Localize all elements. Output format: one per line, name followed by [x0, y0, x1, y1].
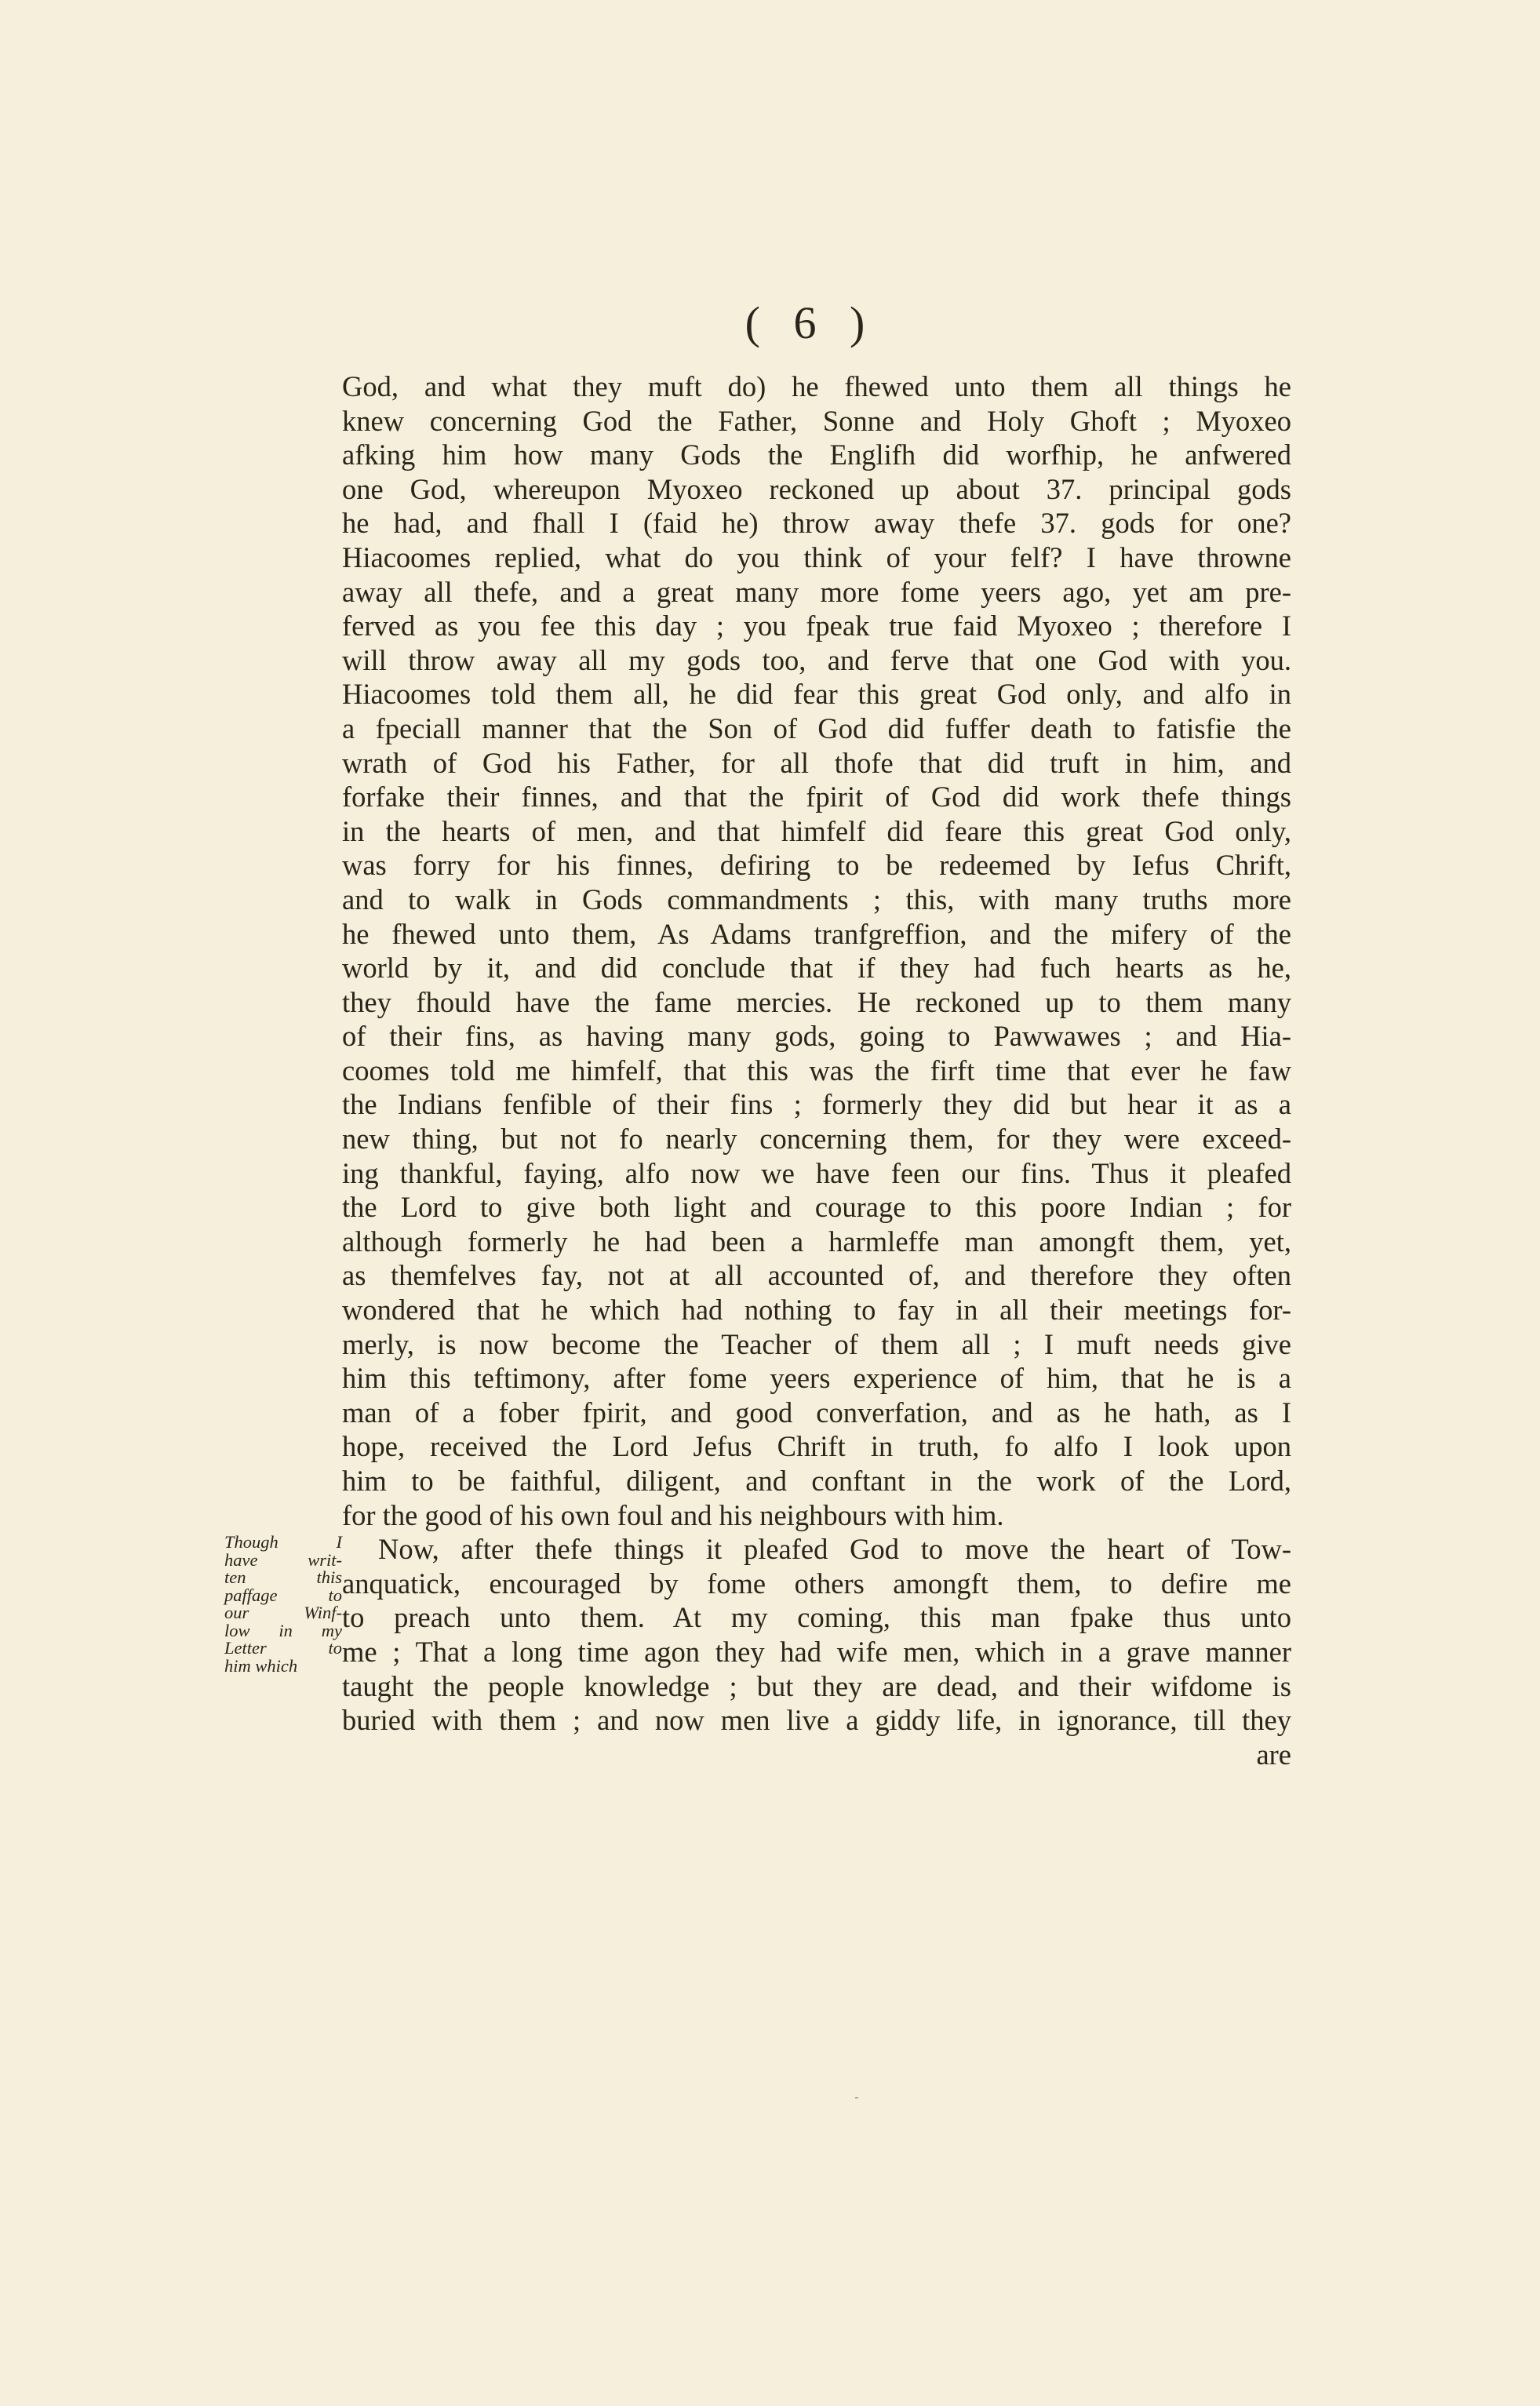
text-line: ferved as you fee this day ; you fpeak true faid Myoxeo ; therefore I	[342, 610, 1291, 642]
catchword: are	[1256, 1738, 1291, 1771]
margin-note-line: have writ-	[224, 1549, 342, 1570]
text-line: he had, and fhall I (faid he) throw away thefe 37. gods for one?	[342, 507, 1291, 540]
text-line: Hiacoomes told them all, he did fear this great God only, and alfo in	[342, 678, 1291, 711]
text-line: wrath of God his Father, for all thofe that did truft in him, and	[342, 746, 1291, 779]
margin-note-line: low in my	[224, 1620, 342, 1640]
text-line: one God, whereupon Myoxeo reckoned up about 37. principal gods	[342, 472, 1291, 505]
margin-note-line: our Winf-	[224, 1603, 342, 1622]
text-line: will throw away all my gods too, and ferve that one God with you.	[342, 643, 1291, 676]
text-line: forfake their finnes, and that the fpirit of God did work thefe things	[342, 781, 1291, 814]
margin-note-line: him which	[224, 1655, 298, 1676]
text-line: new thing, but not fo nearly concerning them, for they were exceed-	[342, 1123, 1291, 1156]
text-line: away all thefe, and a great many more fome yeers ago, yet am pre-	[342, 575, 1291, 608]
text-line: a fpeciall manner that the Son of God did fuffer death to fatisfie the	[342, 712, 1291, 744]
page-number: ( 6 )	[745, 297, 876, 348]
text-line: ing thankful, faying, alfo now we have feen our fins. Thus it pleafed	[342, 1156, 1291, 1189]
margin-note-line: Letter to	[224, 1638, 342, 1658]
text-line: they fhould have the fame mercies. He reckoned up to them many	[342, 985, 1291, 1018]
text-line: as themfelves fay, not at all accounted of, and therefore they often	[342, 1259, 1291, 1292]
text-line: of their fins, as having many gods, going to Pawwawes ; and Hia-	[342, 1020, 1291, 1053]
text-line: was forry for his finnes, defiring to be redeemed by Iefus Chrift,	[342, 849, 1291, 882]
text-line: hope, received the Lord Jefus Chrift in truth, fo alfo I look upon	[342, 1430, 1291, 1463]
text-line: Hiacoomes replied, what do you think of your felf? I have throwne	[342, 541, 1291, 573]
margin-note	[224, 1534, 342, 1675]
text-line: wondered that he which had nothing to fay in all their meetings for-	[342, 1294, 1291, 1327]
text-line: me ; That a long time agon they had wife men, which in a grave manner	[342, 1635, 1291, 1668]
margin-note-line: ten this	[224, 1567, 342, 1587]
text-line: and to walk in Gods commandments ; this, with many truths more	[342, 883, 1291, 915]
text-line: for the good of his own foul and his neighbours with him.	[342, 1498, 1004, 1531]
text-line: to preach unto them. At my coming, this man fpake thus unto	[342, 1601, 1291, 1634]
text-line: although formerly he had been a harmleffe man amongft them, yet,	[342, 1225, 1291, 1258]
text-line: man of a fober fpirit, and good converfation, and as he hath, as I	[342, 1396, 1291, 1429]
text-line: coomes told me himfelf, that this was the firft time that ever he faw	[342, 1054, 1291, 1087]
body-text	[342, 369, 1291, 1771]
text-line: buried with them ; and now men live a giddy life, in ignorance, till they	[342, 1704, 1291, 1737]
text-line: Now, after thefe things it pleafed God to move the heart of Tow-	[378, 1533, 1291, 1566]
text-line: God, and what they muft do) he fhewed unto them all things he	[342, 370, 1291, 402]
margin-note-line: paffage to	[224, 1585, 342, 1605]
text-line: knew concerning God the Father, Sonne and Holy Ghoft ; Myoxeo	[342, 404, 1291, 437]
text-line: afking him how many Gods the Englifh did worfhip, he anfwered	[342, 439, 1291, 471]
paper-speck	[855, 2097, 858, 2098]
text-line: the Indians fenfible of their fins ; formerly they did but hear it as a	[342, 1088, 1291, 1121]
text-line: he fhewed unto them, As Adams tranfgreffion, and the mifery of the	[342, 917, 1291, 950]
text-line: the Lord to give both light and courage to this poore Indian ; for	[342, 1191, 1291, 1224]
text-line: in the hearts of men, and that himfelf did feare this great God only,	[342, 814, 1291, 847]
text-line: him this teftimony, after fome yeers experience of him, that he is a	[342, 1362, 1291, 1395]
text-line: him to be faithful, diligent, and conftant in the work of the Lord,	[342, 1465, 1291, 1497]
text-line: taught the people knowledge ; but they are dead, and their wifdome is	[342, 1669, 1291, 1702]
margin-note-line: Though I	[224, 1532, 342, 1552]
text-line: merly, is now become the Teacher of them all ; I muft needs give	[342, 1327, 1291, 1360]
text-line: anquatick, encouraged by fome others amongft them, to defire me	[342, 1567, 1291, 1600]
text-line: world by it, and did conclude that if they had fuch hearts as he,	[342, 952, 1291, 985]
